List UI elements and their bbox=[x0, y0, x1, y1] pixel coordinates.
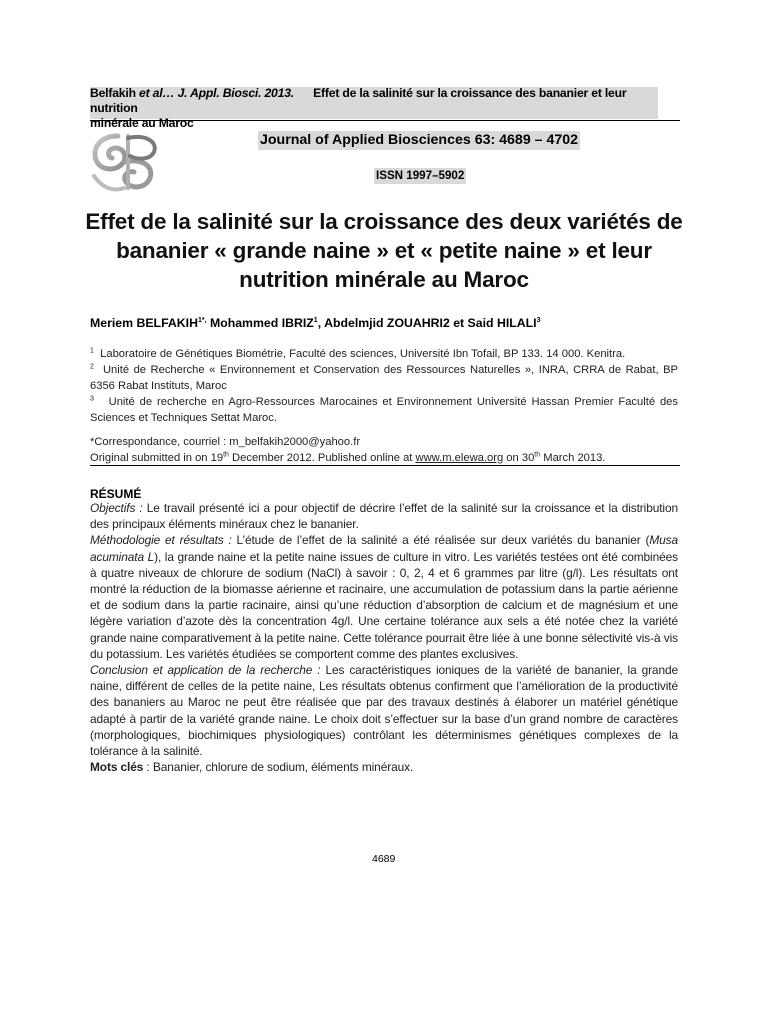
section-text: Les caractéristiques ioniques de la variété de bananier, la grande naine, différent de celles de la petite naine, Les résultats obtenus confirment que l’amélioration de la productivité des bananiers au Maroc ne peut être réalisée que par des travaux destinés à élaborer un matériel génétique adapté à partir de la variété grande naine. Le choix doit s’effectuer sur la base d’un grand nombre de caractères (morphologiques, biochimiques physiologiques) contrôlant les déterminismes génétiques complexes de la tolérance à la salinité. bbox=[90, 663, 678, 759]
affiliation-text: Unité de Recherche « Environnement et Conservation des Ressources Naturelles », INRA, CRRA de Rabat, BP 6356 Rabat Instituts, Maroc bbox=[90, 364, 679, 392]
resume-heading: RÉSUMÉ bbox=[90, 487, 142, 501]
keywords-label: Mots clés bbox=[90, 760, 144, 775]
section-label: Méthodologie et résultats : bbox=[90, 533, 232, 548]
correspondence-divider bbox=[90, 465, 680, 466]
journal-logo-icon bbox=[88, 128, 168, 196]
abstract-conclusion bbox=[90, 662, 678, 759]
section-text: ), la grande naine et la petite naine issues de culture in vitro. Les variétés testées ont été combinées à quatre niveaux de chlorure de sodium (NaCl) à savoir : 0, 2, 4 et 6 grammes par litre (g/l). Les résultats ont montré la réduction de la biomasse aérienne et racinaire, une accumulation de potassium dans la partie aérienne et de sodium dans la partie racinaire, ainsi qu’une réduction d’absorption de calcium et de magnésium et une légère variation d’azote dès la concentration 4g/l. Une certaine tolérance aux sels a été notée chez la variété grande naine comparativement à la petite naine. Cette tolérance pourrait être liée à une bonne sélectivité vis-à vis du potassium. Les variétés étudiées se comportent comme des plantes exclusives. bbox=[90, 549, 678, 661]
header-divider bbox=[90, 120, 680, 121]
header-title-part1: Effet de la salinité sur la croissance des bananier et leur nutrition bbox=[90, 86, 627, 115]
journal-issn: ISSN 1997–5902 bbox=[376, 169, 465, 182]
affiliation-item bbox=[90, 394, 678, 426]
author-affil-sup: 3 bbox=[536, 316, 541, 324]
author-name: Mohammed IBRIZ bbox=[206, 316, 314, 330]
header-title-part2: minérale au Maroc bbox=[90, 116, 194, 130]
page-number: 4689 bbox=[372, 853, 396, 865]
header-etal: et al… bbox=[139, 86, 175, 100]
section-label: Conclusion et application de la recherche : bbox=[90, 663, 321, 678]
section-text: L’étude de l’effet de la salinité a été réalisée sur deux variétés du bananier ( bbox=[231, 533, 650, 548]
author-name: Meriem BELFAKIH bbox=[90, 316, 198, 330]
species-name: Musa acuminata L bbox=[90, 533, 678, 564]
affiliations bbox=[90, 346, 678, 426]
section-text: Le travail présenté ici a pour objectif de décrire l’effet de la salinité sur la croissance et la distribution des principaux éléments minéraux chez le bananier. bbox=[90, 501, 678, 532]
keywords-text: : Bananier, chlorure de sodium, éléments minéraux. bbox=[143, 760, 414, 775]
author-affil-sup: 1 bbox=[313, 316, 318, 324]
correspondence-email: *Correspondance, courriel : m_belfakih2000@yahoo.fr bbox=[90, 436, 361, 448]
header-citation: J. Appl. Biosci. 2013. bbox=[177, 86, 294, 100]
submission-text: December 2012. Published online at bbox=[228, 452, 416, 464]
author-affil-sup: 1*, bbox=[197, 316, 207, 324]
submission-text: Original submitted in on 19 bbox=[90, 452, 224, 464]
journal-name: Journal of Applied Biosciences 63: 4689 – 4702 bbox=[260, 132, 579, 148]
running-header bbox=[90, 86, 670, 131]
article-title: Effet de la salinité sur la croissance des deux variétés de bananier « grande naine » et « petite naine » et leur nutrition minérale au Maroc bbox=[85, 209, 683, 292]
affiliation-text: Unité de recherche en Agro-Ressources Marocaines et Environnement Université Hassan Premier Faculté des Sciences et Techniques Settat Maroc. bbox=[90, 396, 678, 424]
abstract-methodologie bbox=[90, 532, 678, 662]
section-label: Objectifs : bbox=[90, 501, 143, 515]
affiliation-item bbox=[90, 346, 678, 362]
journal-url-link[interactable]: www.m.elewa.org bbox=[415, 452, 504, 464]
author-list bbox=[90, 315, 540, 331]
submission-text: on 30 bbox=[503, 452, 535, 464]
author-name: , Abdelmjid ZOUAHRI2 et Said HILALI bbox=[317, 316, 537, 330]
abstract-keywords bbox=[90, 759, 678, 775]
abstract-body bbox=[90, 500, 678, 775]
abstract-objectifs bbox=[90, 500, 678, 532]
affiliation-text: Laboratoire de Génétiques Biométrie, Faculté des sciences, Université Ibn Tofail, BP 133. 14 000. Kenitra. bbox=[100, 348, 626, 360]
affiliation-number: 2 bbox=[90, 363, 94, 371]
affiliation-number: 1 bbox=[90, 347, 94, 355]
submission-text: March 2013. bbox=[540, 452, 606, 464]
affiliation-number: 3 bbox=[90, 395, 94, 403]
header-authors: Belfakih bbox=[90, 86, 136, 100]
affiliation-item bbox=[90, 362, 678, 394]
submission-sup: th bbox=[534, 451, 541, 459]
submission-sup: th bbox=[223, 451, 229, 459]
submission-info bbox=[90, 450, 678, 466]
correspondence bbox=[90, 434, 678, 466]
